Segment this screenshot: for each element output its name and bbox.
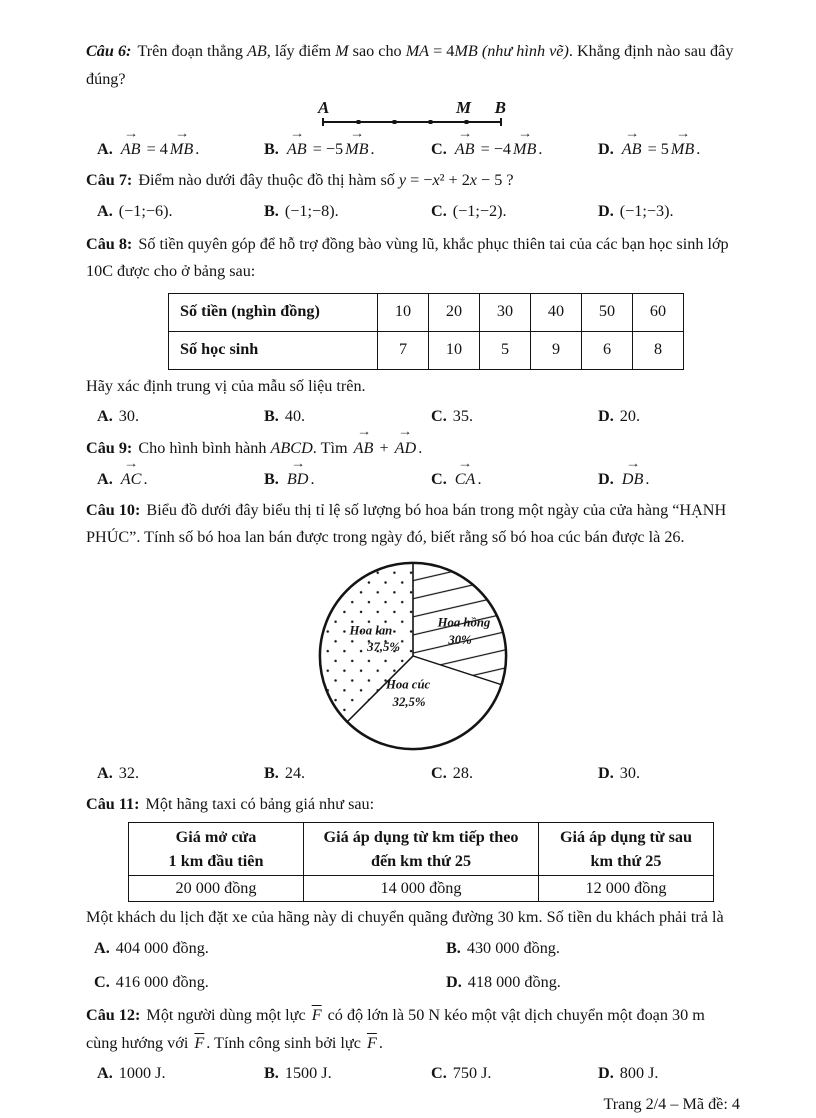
question-9 xyxy=(86,434,740,463)
table-cell: 8 xyxy=(633,331,684,369)
option-c: C. → AB = −4 → MB . xyxy=(431,135,598,164)
question-11 xyxy=(86,791,740,819)
option-a: A. 32. xyxy=(97,760,264,788)
pie-chart-svg xyxy=(315,558,511,754)
option-b: B. → AB = −5 → MB . xyxy=(264,135,431,164)
question-7 xyxy=(86,167,740,195)
option-d: D. → AB = 5 → MB . xyxy=(598,135,700,164)
question-12-options xyxy=(86,1060,740,1088)
question-11-prompt: Một khách du lịch đặt xe của hãng này di chuyển quãng đường 30 km. Số tiền du khách phải trả là xyxy=(86,904,740,932)
donation-table xyxy=(168,293,684,370)
question-8-label: Câu 8: xyxy=(86,235,132,253)
pie-value-hoa-hong: 30% xyxy=(447,633,471,647)
table-row xyxy=(129,875,714,901)
option-d: D. (−1;−3). xyxy=(598,198,674,226)
question-10-options xyxy=(86,760,740,788)
question-10 xyxy=(86,497,740,552)
question-6-label: Câu 6: xyxy=(86,42,131,60)
page-footer: Trang 2/4 – Mã đề: 4 xyxy=(86,1091,740,1118)
segment-line xyxy=(322,121,502,123)
option-c: C. 28. xyxy=(431,760,598,788)
segment-tick xyxy=(428,120,433,125)
question-8-prompt: Hãy xác định trung vị của mẫu số liệu trên. xyxy=(86,373,740,401)
table-cell: 14 000 đồng xyxy=(304,875,539,901)
question-12 xyxy=(86,1002,740,1057)
option-b: B. → BD . xyxy=(264,465,431,494)
table-cell: 50 xyxy=(582,293,633,331)
option-c: C. 416 000 đồng. xyxy=(94,969,446,997)
taxi-price-table xyxy=(128,822,714,902)
question-7-options xyxy=(86,198,740,226)
option-a: A. → AC . xyxy=(97,465,264,494)
question-7-label: Câu 7: xyxy=(86,171,132,189)
table-header-cell: Giá áp dụng từ km tiếp theo đến km thứ 25 xyxy=(304,822,539,875)
option-b: B. 24. xyxy=(264,760,431,788)
option-c: C. (−1;−2). xyxy=(431,198,598,226)
table-cell: 20 000 đồng xyxy=(129,875,304,901)
option-a: A. → AB = 4 → MB . xyxy=(97,135,264,164)
table-cell: 9 xyxy=(531,331,582,369)
option-b: B. 1500 J. xyxy=(264,1060,431,1088)
table-header-cell: Số học sinh xyxy=(169,331,378,369)
option-d: D. 800 J. xyxy=(598,1060,658,1088)
table-header-cell: Giá áp dụng từ sau km thứ 25 xyxy=(539,822,714,875)
pie-value-hoa-cuc: 32,5% xyxy=(392,694,426,708)
question-7-text: Điểm nào dưới đây thuộc đồ thị hàm số y = −x² + 2x − 5 ? xyxy=(138,171,513,189)
option-d: D. 418 000 đồng. xyxy=(446,969,798,997)
question-10-text: Biểu đồ dưới đây biểu thị tỉ lệ số lượng bó hoa bán trong một ngày của cửa hàng “HẠNH PHÚC”. Tính số bó hoa lan bán được trong ngày đó, biết rằng số bó hoa cúc bán được là 26. xyxy=(86,501,726,547)
question-10-label: Câu 10: xyxy=(86,501,140,519)
figure-point-m-label: M xyxy=(456,94,471,122)
option-a: A. 30. xyxy=(97,403,264,431)
question-9-options xyxy=(86,465,740,494)
question-6-text: Trên đoạn thẳng AB, lấy điểm M sao cho MA = 4MB (như hình vẽ). Khẳng định nào sau đây đúng? xyxy=(86,42,733,88)
figure-point-a-label: A xyxy=(318,94,329,122)
question-6-options xyxy=(86,135,740,164)
question-8-text: Số tiền quyên góp để hỗ trợ đồng bào vùng lũ, khắc phục thiên tai của các bạn học sinh lớp 10C được cho ở bảng sau: xyxy=(86,235,729,281)
option-c: C. → CA . xyxy=(431,465,598,494)
option-c: C. 35. xyxy=(431,403,598,431)
flower-pie-chart xyxy=(315,558,511,754)
table-cell: 5 xyxy=(480,331,531,369)
option-a: A. 404 000 đồng. xyxy=(94,935,446,963)
option-d: D. 20. xyxy=(598,403,640,431)
option-b: B. 430 000 đồng. xyxy=(446,935,798,963)
table-cell: 30 xyxy=(480,293,531,331)
question-8 xyxy=(86,231,740,286)
question-11-text: Một hãng taxi có bảng giá như sau: xyxy=(146,795,375,813)
option-a: A. 1000 J. xyxy=(97,1060,264,1088)
table-cell: 40 xyxy=(531,293,582,331)
table-cell: 60 xyxy=(633,293,684,331)
table-cell: 10 xyxy=(429,331,480,369)
question-12-label: Câu 12: xyxy=(86,1006,140,1024)
question-9-label: Câu 9: xyxy=(86,439,132,457)
table-cell: 12 000 đồng xyxy=(539,875,714,901)
pie-label-hoa-lan: Hoa lan xyxy=(348,623,392,637)
table-cell: 10 xyxy=(378,293,429,331)
question-9-text: Cho hình bình hành ABCD. Tìm → AB + → AD . xyxy=(138,439,422,457)
question-11-options xyxy=(86,935,740,996)
table-header-cell: Giá mở cửa 1 km đầu tiên xyxy=(129,822,304,875)
segment-tick xyxy=(356,120,361,125)
table-cell: 20 xyxy=(429,293,480,331)
option-b: B. 40. xyxy=(264,403,431,431)
table-row xyxy=(169,293,684,331)
question-12-text: Một người dùng một lực $\overline{F}$ có độ lớn là 50 N kéo một vật dịch chuyển một đoạn 30 m cùng hướng với $\overline{F}$ . Tính công sinh bởi lực $\overline{F}$ . xyxy=(86,1006,705,1052)
table-row xyxy=(129,822,714,875)
option-b: B. (−1;−8). xyxy=(264,198,431,226)
table-header-cell: Số tiền (nghìn đồng) xyxy=(169,293,378,331)
table-cell: 7 xyxy=(378,331,429,369)
option-c: C. 750 J. xyxy=(431,1060,598,1088)
pie-label-hoa-hong: Hoa hồng xyxy=(437,615,491,629)
option-d: D. 30. xyxy=(598,760,640,788)
question-8-options xyxy=(86,403,740,431)
segment-tick xyxy=(392,120,397,125)
option-a: A. (−1;−6). xyxy=(97,198,264,226)
pie-label-hoa-cuc: Hoa cúc xyxy=(385,677,431,691)
table-row xyxy=(169,331,684,369)
table-cell: 6 xyxy=(582,331,633,369)
figure-point-b-label: B xyxy=(495,94,506,122)
option-d: D. → DB . xyxy=(598,465,649,494)
pie-value-hoa-lan: 37,5% xyxy=(366,640,400,654)
question-11-label: Câu 11: xyxy=(86,795,140,813)
question-6 xyxy=(86,38,740,93)
segment-tick xyxy=(464,120,469,125)
